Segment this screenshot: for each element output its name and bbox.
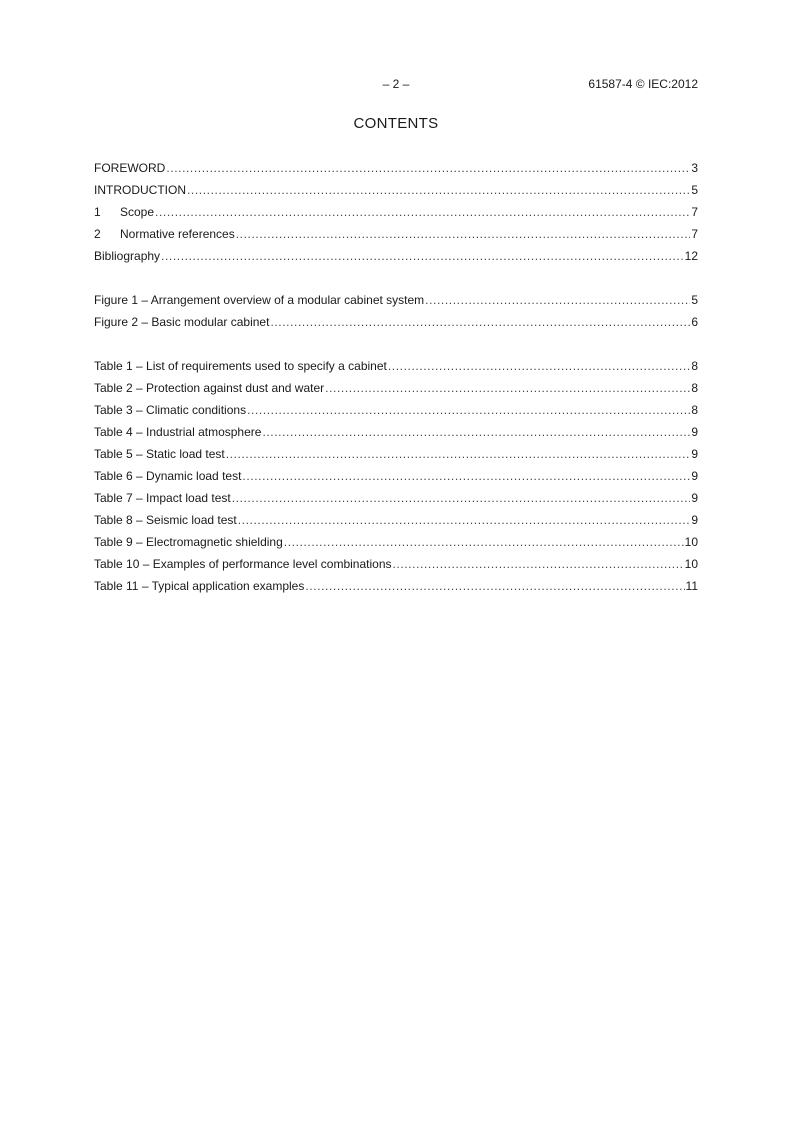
toc-entry-title: Table 9 – Electromagnetic shielding	[94, 535, 283, 549]
toc-entry-title: Figure 1 – Arrangement overview of a modular cabinet system	[94, 293, 425, 307]
toc-entry-normative-references[interactable]	[94, 223, 698, 245]
toc-entry-figure-2[interactable]	[94, 311, 698, 333]
toc-entry-title: FOREWORD	[94, 161, 166, 175]
dot-leader	[325, 377, 690, 399]
toc-entry-page: 7	[691, 205, 698, 219]
toc-entry-page: 9	[691, 425, 698, 439]
document-reference: 61587-4 © IEC:2012	[588, 77, 698, 91]
contents-title: CONTENTS	[353, 115, 439, 132]
toc-entry-title: Figure 2 – Basic modular cabinet	[94, 315, 270, 329]
toc-entry-page: 7	[691, 227, 698, 241]
page-number: – 2 –	[382, 77, 410, 91]
toc-entry-page: 5	[691, 293, 698, 307]
toc-entry-title: Table 8 – Seismic load test	[94, 513, 237, 527]
dot-leader	[242, 465, 690, 487]
toc-entry-title: Table 4 – Industrial atmosphere	[94, 425, 262, 439]
toc-entry-page: 10	[684, 535, 698, 549]
dot-leader	[284, 531, 684, 553]
toc-entry-table-5[interactable]	[94, 443, 698, 465]
toc-entry-page: 5	[691, 183, 698, 197]
dot-leader	[388, 355, 690, 377]
toc-entry-page: 9	[691, 447, 698, 461]
toc-entry-table-4[interactable]	[94, 421, 698, 443]
toc-entry-table-1[interactable]	[94, 355, 698, 377]
dot-leader	[247, 399, 690, 421]
toc-entry-figure-1[interactable]	[94, 289, 698, 311]
toc-figures-list	[94, 289, 698, 333]
toc-entry-page: 3	[691, 161, 698, 175]
toc-entry-title: Table 1 – List of requirements used to specify a cabinet	[94, 359, 387, 373]
toc-entry-page: 9	[691, 491, 698, 505]
toc-entry-title: Table 2 – Protection against dust and water	[94, 381, 325, 395]
dot-leader	[236, 223, 691, 245]
dot-leader	[187, 179, 690, 201]
toc-entry-page: 8	[691, 403, 698, 417]
dot-leader	[226, 443, 691, 465]
toc-entry-table-11[interactable]	[94, 575, 698, 597]
dot-leader	[155, 201, 690, 223]
dot-leader	[238, 509, 691, 531]
toc-entry-title: Table 5 – Static load test	[94, 447, 225, 461]
toc-entry-table-6[interactable]	[94, 465, 698, 487]
dot-leader	[232, 487, 691, 509]
toc-entry-scope[interactable]	[94, 201, 698, 223]
toc-entry-introduction[interactable]	[94, 179, 698, 201]
toc-entry-page: 6	[691, 315, 698, 329]
dot-leader	[161, 245, 684, 267]
toc-entry-page: 8	[691, 381, 698, 395]
toc-entry-page: 11	[685, 579, 698, 593]
toc-main-list	[94, 157, 698, 267]
toc-entry-number: 2	[94, 227, 101, 241]
toc-entry-title: Normative references	[120, 227, 235, 241]
toc-entry-title: Table 11 – Typical application examples	[94, 579, 305, 593]
toc-entry-table-3[interactable]	[94, 399, 698, 421]
toc-entry-title: Table 10 – Examples of performance level combinations	[94, 557, 392, 571]
toc-entry-title: Table 3 – Climatic conditions	[94, 403, 247, 417]
toc-entry-bibliography[interactable]	[94, 245, 698, 267]
toc-entry-title: Table 6 – Dynamic load test	[94, 469, 242, 483]
dot-leader	[305, 575, 684, 597]
toc-entry-title: Table 7 – Impact load test	[94, 491, 231, 505]
toc-entry-title: Bibliography	[94, 249, 161, 263]
dot-leader	[425, 289, 690, 311]
page-header	[94, 76, 698, 92]
toc-entry-page: 8	[691, 359, 698, 373]
toc-entry-number: 1	[94, 205, 101, 219]
dot-leader	[393, 553, 684, 575]
toc-entry-page: 9	[691, 469, 698, 483]
toc-entry-title: INTRODUCTION	[94, 183, 186, 197]
dot-leader	[270, 311, 690, 333]
toc-entry-table-9[interactable]	[94, 531, 698, 553]
toc-entry-table-7[interactable]	[94, 487, 698, 509]
toc-entry-foreword[interactable]	[94, 157, 698, 179]
toc-entry-page: 12	[684, 249, 698, 263]
toc-entry-page: 9	[691, 513, 698, 527]
toc-entry-page: 10	[684, 557, 698, 571]
toc-tables-list	[94, 355, 698, 597]
toc-entry-table-10[interactable]	[94, 553, 698, 575]
toc-entry-title: Scope	[120, 205, 155, 219]
dot-leader	[166, 157, 690, 179]
dot-leader	[262, 421, 690, 443]
toc-entry-table-2[interactable]	[94, 377, 698, 399]
toc-entry-table-8[interactable]	[94, 509, 698, 531]
